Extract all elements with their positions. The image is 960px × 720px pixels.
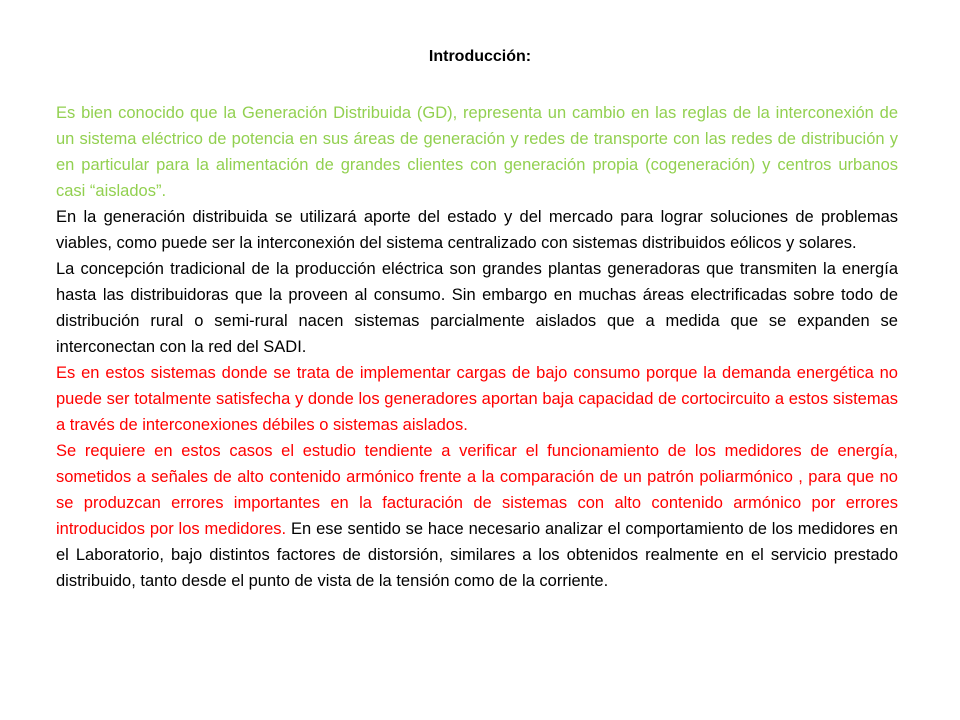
paragraph-concepcion-tradicional: La concepción tradicional de la producción eléctrica son grandes plantas generadoras que transmiten la energía hasta las distribuidoras que la proveen al consumo. Sin embargo en muchas áreas electrificadas sobre todo de distribución rural o semi-rural nacen sistemas parcialmente aislados que a medida que se expanden se interconectan con la red del SADI. <box>56 260 898 356</box>
slide-body <box>56 100 898 594</box>
slide-title: Introducción: <box>428 48 532 65</box>
paragraph-generacion-distribuida: Es bien conocido que la Generación Distribuida (GD), representa un cambio en las reglas de la interconexión de un sistema eléctrico de potencia en sus áreas de generación y redes de transporte con las redes de distribución y en particular para la alimentación de grandes clientes con generación propia (cogeneración) y centros urbanos casi “aislados”. <box>56 104 898 200</box>
paragraph-estudio-medidores-black: En ese sentido se hace necesario analizar el comportamiento de los medidores en el Laboratorio, bajo distintos factores de distorsión, similares a los obtenidos realmente en el servicio prestado distribuido, tanto desde el punto de vista de la tensión como de la corriente. <box>56 520 898 590</box>
paragraph-cargas-bajo-consumo: Es en estos sistemas donde se trata de implementar cargas de bajo consumo porque la demanda energética no puede ser totalmente satisfecha y donde los generadores aportan baja capacidad de cortocircuito a estos sistemas a través de interconexiones débiles o sistemas aislados. <box>56 364 898 434</box>
paragraph-estudio-medidores-red: Se requiere en estos casos el estudio tendiente a verificar el funcionamiento de los medidores de energía, sometidos a señales de alto contenido armónico frente a la comparación de un patrón poliarmónico , para que no se produzcan errores importantes en la facturación de sistemas con alto contenido armónico por errores introducidos por los medidores. <box>56 442 898 538</box>
paragraph-estudio-medidores <box>56 438 898 594</box>
paragraph-aporte-estado: En la generación distribuida se utilizará aporte del estado y del mercado para lograr soluciones de problemas viables, como puede ser la interconexión del sistema centralizado con sistemas distribuidos eólicos y solares. <box>56 208 898 252</box>
